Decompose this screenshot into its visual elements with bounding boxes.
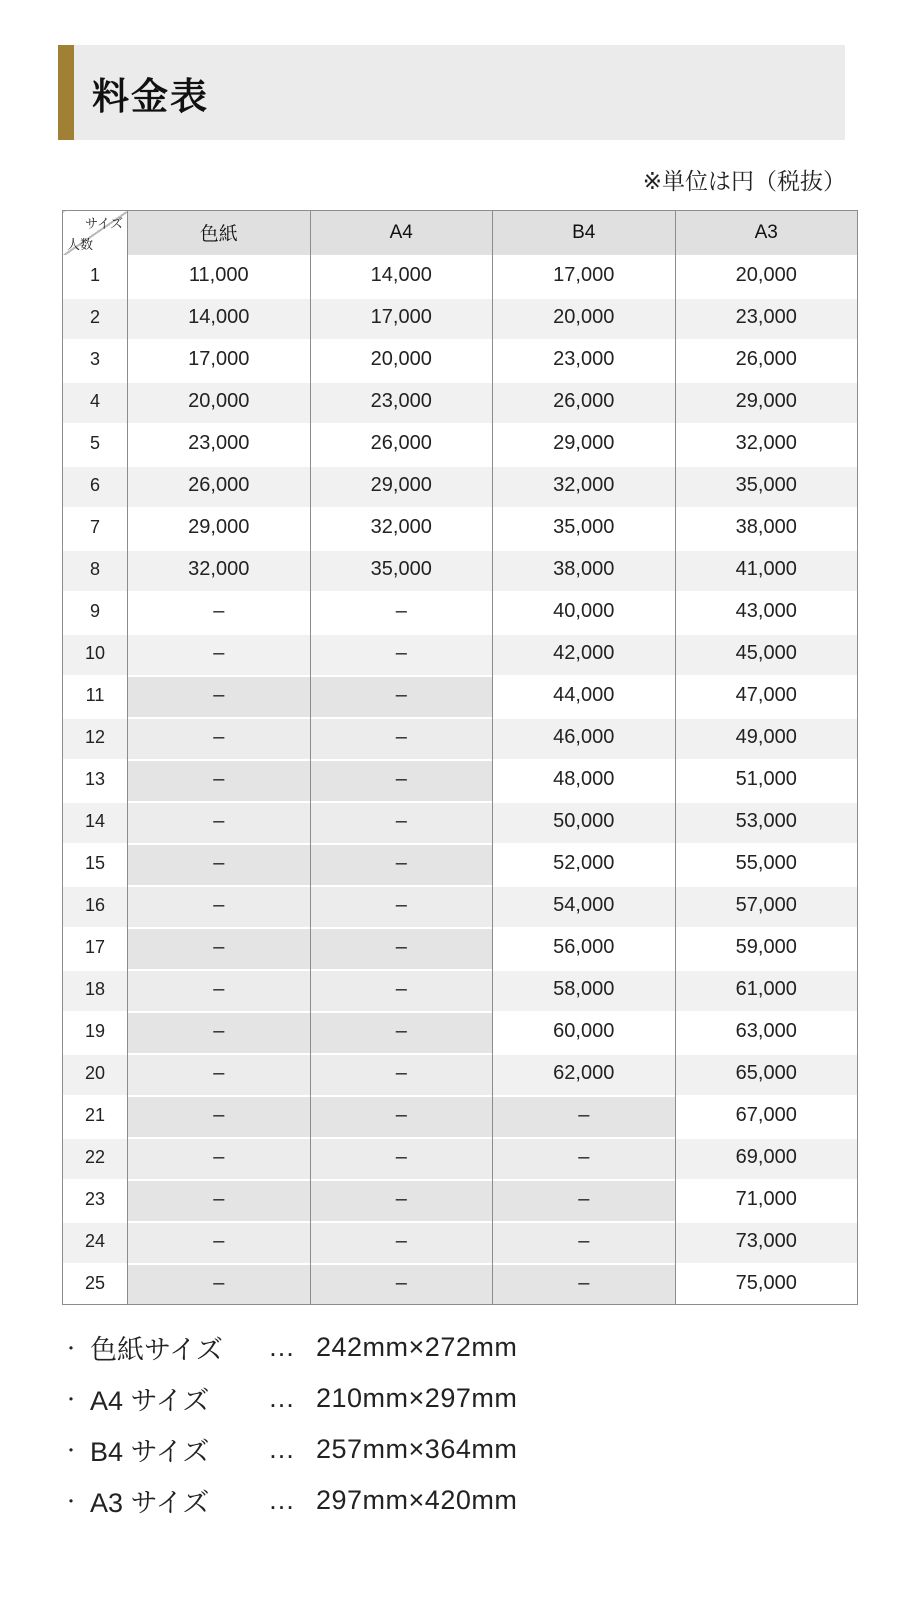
price-cell: – [310,633,493,675]
bullet-icon: ・ [62,1491,80,1512]
price-cell: 44,000 [493,675,676,717]
price-cell: 17,000 [128,339,311,381]
price-cell: – [310,1095,493,1137]
price-cell: 65,000 [675,1053,858,1095]
corner-label-size: サイズ [85,216,123,231]
price-cell: 32,000 [310,507,493,549]
price-cell: 57,000 [675,885,858,927]
table-row [63,507,858,549]
price-cell: – [310,801,493,843]
price-cell: 58,000 [493,969,676,1011]
table-row [63,591,858,633]
unit-note: ※単位は円（税抜） [642,168,846,194]
table-row [63,717,858,759]
note-dots: … [268,1332,295,1362]
price-cell: 20,000 [675,255,858,297]
price-cell: – [128,1095,311,1137]
note-label: 色紙サイズ [90,1335,223,1365]
price-cell: 29,000 [675,381,858,423]
price-cell: 20,000 [128,381,311,423]
price-cell: 40,000 [493,591,676,633]
note-dots: … [268,1434,295,1464]
price-cell: 35,000 [675,465,858,507]
price-cell: 32,000 [675,423,858,465]
price-cell: 48,000 [493,759,676,801]
table-row [63,255,858,297]
row-number: 9 [63,591,128,633]
price-cell: – [128,969,311,1011]
accent-bar [58,45,74,140]
price-cell: – [310,1179,493,1221]
size-note-item [62,1373,517,1424]
row-number: 6 [63,465,128,507]
price-cell: 60,000 [493,1011,676,1053]
table-row [63,1221,858,1263]
price-cell: 51,000 [675,759,858,801]
price-cell: 20,000 [493,297,676,339]
price-cell: – [128,1263,311,1305]
size-note-item [62,1475,517,1526]
row-number: 14 [63,801,128,843]
price-cell: 59,000 [675,927,858,969]
table-row [63,1053,858,1095]
column-header-a3: A3 [675,211,858,255]
price-cell: 20,000 [310,339,493,381]
price-cell: 35,000 [310,549,493,591]
bullet-icon: ・ [62,1440,80,1461]
row-number: 22 [63,1137,128,1179]
price-cell: 32,000 [493,465,676,507]
row-number: 25 [63,1263,128,1305]
table-row [63,297,858,339]
price-cell: 52,000 [493,843,676,885]
price-cell: – [310,1221,493,1263]
price-cell: 26,000 [493,381,676,423]
size-notes [62,1322,517,1526]
price-cell: – [310,759,493,801]
price-cell: – [310,1011,493,1053]
price-cell: 26,000 [310,423,493,465]
price-cell: 17,000 [310,297,493,339]
price-cell: – [128,717,311,759]
price-cell: – [493,1221,676,1263]
price-cell: 35,000 [493,507,676,549]
table-row [63,423,858,465]
row-number: 10 [63,633,128,675]
price-cell: 61,000 [675,969,858,1011]
table-row [63,759,858,801]
price-cell: – [128,1053,311,1095]
size-note-item [62,1424,517,1475]
price-cell: – [493,1263,676,1305]
price-cell: – [128,675,311,717]
price-cell: 23,000 [128,423,311,465]
row-number: 5 [63,423,128,465]
table-row [63,675,858,717]
row-number: 12 [63,717,128,759]
price-cell: 71,000 [675,1179,858,1221]
price-cell: 47,000 [675,675,858,717]
price-cell: 32,000 [128,549,311,591]
price-cell: – [310,927,493,969]
price-cell: 38,000 [493,549,676,591]
table-row [63,549,858,591]
page-header [58,45,845,140]
row-number: 7 [63,507,128,549]
note-dots: … [268,1383,295,1413]
row-number: 21 [63,1095,128,1137]
price-cell: 46,000 [493,717,676,759]
corner-cell [63,211,128,255]
size-note-item [62,1322,517,1373]
column-header-b4: B4 [493,211,676,255]
price-cell: 29,000 [128,507,311,549]
row-number: 13 [63,759,128,801]
price-cell: 45,000 [675,633,858,675]
row-number: 24 [63,1221,128,1263]
price-cell: – [128,633,311,675]
note-label: A3 サイズ [90,1488,210,1518]
row-number: 1 [63,255,128,297]
price-cell: – [310,843,493,885]
table-row [63,927,858,969]
price-cell: – [310,1263,493,1305]
price-cell: 29,000 [310,465,493,507]
price-cell: – [310,717,493,759]
price-cell: – [128,1011,311,1053]
price-cell: – [310,1137,493,1179]
row-number: 17 [63,927,128,969]
price-cell: 41,000 [675,549,858,591]
column-header-shikishi: 色紙 [128,211,311,255]
price-cell: – [128,1221,311,1263]
table-row [63,381,858,423]
note-label: A4 サイズ [90,1386,210,1416]
price-cell: 26,000 [128,465,311,507]
table-row [63,339,858,381]
price-cell: – [128,1179,311,1221]
price-cell: 50,000 [493,801,676,843]
table-row [63,1137,858,1179]
table-row [63,969,858,1011]
row-number: 11 [63,675,128,717]
price-cell: 23,000 [493,339,676,381]
price-cell: – [310,1053,493,1095]
price-cell: 69,000 [675,1137,858,1179]
price-cell: 67,000 [675,1095,858,1137]
row-number: 20 [63,1053,128,1095]
row-number: 8 [63,549,128,591]
price-cell: – [493,1095,676,1137]
row-number: 23 [63,1179,128,1221]
price-cell: 17,000 [493,255,676,297]
page-title: 料金表 [92,75,209,117]
price-cell: – [128,1137,311,1179]
price-cell: 56,000 [493,927,676,969]
price-cell: 14,000 [310,255,493,297]
price-cell: – [128,843,311,885]
price-cell: 42,000 [493,633,676,675]
price-cell: – [493,1137,676,1179]
row-number: 3 [63,339,128,381]
row-number: 4 [63,381,128,423]
row-number: 19 [63,1011,128,1053]
price-cell: – [310,885,493,927]
price-cell: – [128,927,311,969]
bullet-icon: ・ [62,1389,80,1410]
column-header-a4: A4 [310,211,493,255]
note-size: 297mm×420mm [316,1485,518,1515]
price-cell: 54,000 [493,885,676,927]
price-cell: – [128,801,311,843]
table-row [63,1011,858,1053]
price-cell: 49,000 [675,717,858,759]
price-cell: 73,000 [675,1221,858,1263]
price-table [62,210,858,1305]
table-row [63,885,858,927]
row-number: 16 [63,885,128,927]
row-number: 2 [63,297,128,339]
note-size: 257mm×364mm [316,1434,518,1464]
table-row [63,801,858,843]
bullet-icon: ・ [62,1338,80,1359]
price-cell: 23,000 [675,297,858,339]
price-cell: 53,000 [675,801,858,843]
price-cell: 14,000 [128,297,311,339]
price-cell: 11,000 [128,255,311,297]
price-cell: 38,000 [675,507,858,549]
note-size: 210mm×297mm [316,1383,518,1413]
price-cell: 55,000 [675,843,858,885]
table-row [63,465,858,507]
table-row [63,1263,858,1305]
price-cell: – [310,969,493,1011]
price-cell: 63,000 [675,1011,858,1053]
table-row [63,633,858,675]
price-cell: 75,000 [675,1263,858,1305]
row-number: 15 [63,843,128,885]
row-number: 18 [63,969,128,1011]
price-cell: 26,000 [675,339,858,381]
price-cell: – [128,759,311,801]
price-cell: – [493,1179,676,1221]
price-cell: – [310,675,493,717]
note-size: 242mm×272mm [316,1332,518,1362]
price-cell: 43,000 [675,591,858,633]
price-cell: 29,000 [493,423,676,465]
table-row [63,1179,858,1221]
price-cell: – [128,591,311,633]
price-cell: – [310,591,493,633]
price-cell: – [128,885,311,927]
corner-label-people: 人数 [67,236,94,252]
table-row [63,843,858,885]
table-row [63,1095,858,1137]
price-cell: 62,000 [493,1053,676,1095]
note-label: B4 サイズ [90,1437,210,1467]
note-dots: … [268,1485,295,1515]
header-row [63,211,858,255]
price-cell: 23,000 [310,381,493,423]
